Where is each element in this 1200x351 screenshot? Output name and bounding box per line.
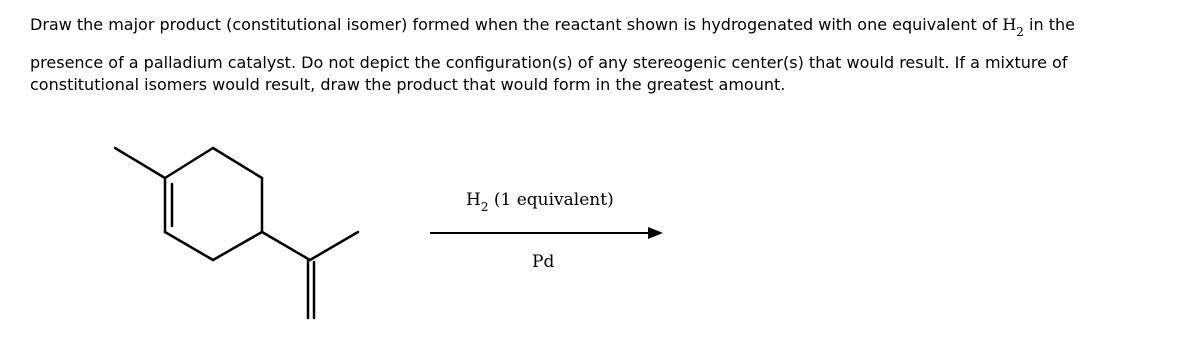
methyl-bond <box>115 148 165 178</box>
ring-bond <box>165 148 213 178</box>
reagent-label <box>466 190 614 214</box>
question-line-1-text: Draw the major product (constitutional isomer) formed when the reactant shown is hydrogenated with one equivalent of <box>30 15 998 34</box>
methyl-bond <box>310 232 358 260</box>
reaction-arrow-head <box>648 227 663 239</box>
subscript-2: 2 <box>1016 25 1024 39</box>
question-line-3: constitutional isomers would result, draw the product that would form in the greatest amount. <box>30 75 786 94</box>
reagent-h2 <box>466 190 489 214</box>
ring-to-alkene-bond <box>262 232 310 260</box>
ring-bond <box>213 148 262 178</box>
ring-bond <box>213 232 262 260</box>
h-symbol: H <box>1002 15 1017 34</box>
catalyst-label: Pd <box>532 252 555 272</box>
reagent-subscript: 2 <box>480 200 489 214</box>
ring-bond <box>165 232 213 260</box>
question-line-2: presence of a palladium catalyst. Do not depict the configuration(s) of any stereogenic center(s) that would result. If a mixture of <box>30 53 1068 72</box>
question-line-1-end: in the <box>1029 15 1075 34</box>
reagent-h-symbol: H <box>466 190 481 210</box>
reagent-equivalent: (1 equivalent) <box>493 190 614 210</box>
reactant-structure <box>115 148 358 318</box>
